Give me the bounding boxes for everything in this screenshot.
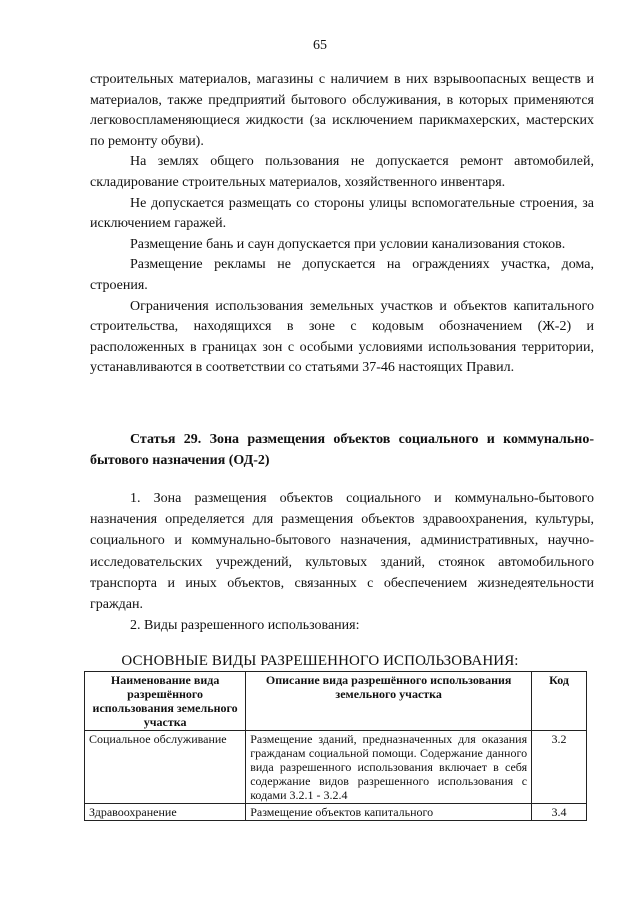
paragraph-baths-saunas: Размещение бань и саун допускается при условии канализования стоков.: [130, 236, 566, 252]
row-name: Социальное обслуживание: [85, 731, 246, 804]
row-description: Размещение зданий, предназначенных для оказания гражданам социальной помощи. Содержание данного вида разрешенного использования включает в себя содержание видов разрешенного использования с кодами 3.2.1 - 3.2.4: [246, 731, 532, 804]
body-text: [90, 70, 594, 379]
table-header-row: [85, 672, 587, 731]
paragraph-continued: строительных материалов, магазины с наличием в них взрывоопасных веществ и материалов, также предприятий бытового обслуживания, в которых применяются легковоспламеняющиеся жидкости (за исключением парикмахерских, мастерских по ремонту обуви).: [90, 72, 594, 149]
header-description: Описание вида разрешённого использования земельного участка: [246, 672, 532, 731]
paragraph-restrictions: Ограничения использования земельных участков и объектов капитального строительства, находящихся в зоне с кодовым обозначением (Ж-2) и расположенных в границах зон с особыми условиями использования территории, устанавливаются в соответствии со статьями 37-46 настоящих Правил.: [90, 298, 594, 376]
table-caption: ОСНОВНЫЕ ВИДЫ РАЗРЕШЕННОГО ИСПОЛЬЗОВАНИЯ:: [121, 653, 519, 669]
table-row: [85, 804, 587, 821]
section-text: [90, 488, 594, 636]
article-heading: Статья 29. Зона размещения объектов социального и коммунально-бытового назначения (ОД-2): [90, 432, 594, 468]
row-code: 3.4: [532, 804, 587, 821]
paragraph-general-use-land: На землях общего пользования не допускается ремонт автомобилей, складирование строительных материалов, хозяйственного инвентаря.: [90, 154, 594, 190]
header-code: Код: [532, 672, 587, 731]
page-number: 65: [313, 38, 327, 53]
row-description: Размещение объектов капитального: [246, 804, 532, 821]
header-name: Наименование вида разрешённого использования земельного участка: [85, 672, 246, 731]
paragraph-advertising: Размещение рекламы не допускается на ограждениях участка, дома, строения.: [90, 257, 594, 293]
row-code: 3.2: [532, 731, 587, 804]
section-item-2: 2. Виды разрешенного использования:: [130, 618, 360, 634]
paragraph-auxiliary-buildings: Не допускается размещать со стороны улицы вспомогательные строения, за исключением гаражей.: [90, 195, 594, 232]
table-row: [85, 731, 587, 804]
row-name: Здравоохранение: [85, 804, 246, 821]
section-item-1: 1. Зона размещения объектов социального и коммунально-бытового назначения определяется для размещения объектов здравоохранения, культуры, социального и коммунально-бытового назначения, административных, научно-исследовательских учреждений, культовых зданий, стоянок автомобильного транспорта и иных объектов, связанных с обеспечением жизнедеятельности граждан.: [90, 491, 594, 613]
permitted-uses-table: [84, 671, 587, 821]
